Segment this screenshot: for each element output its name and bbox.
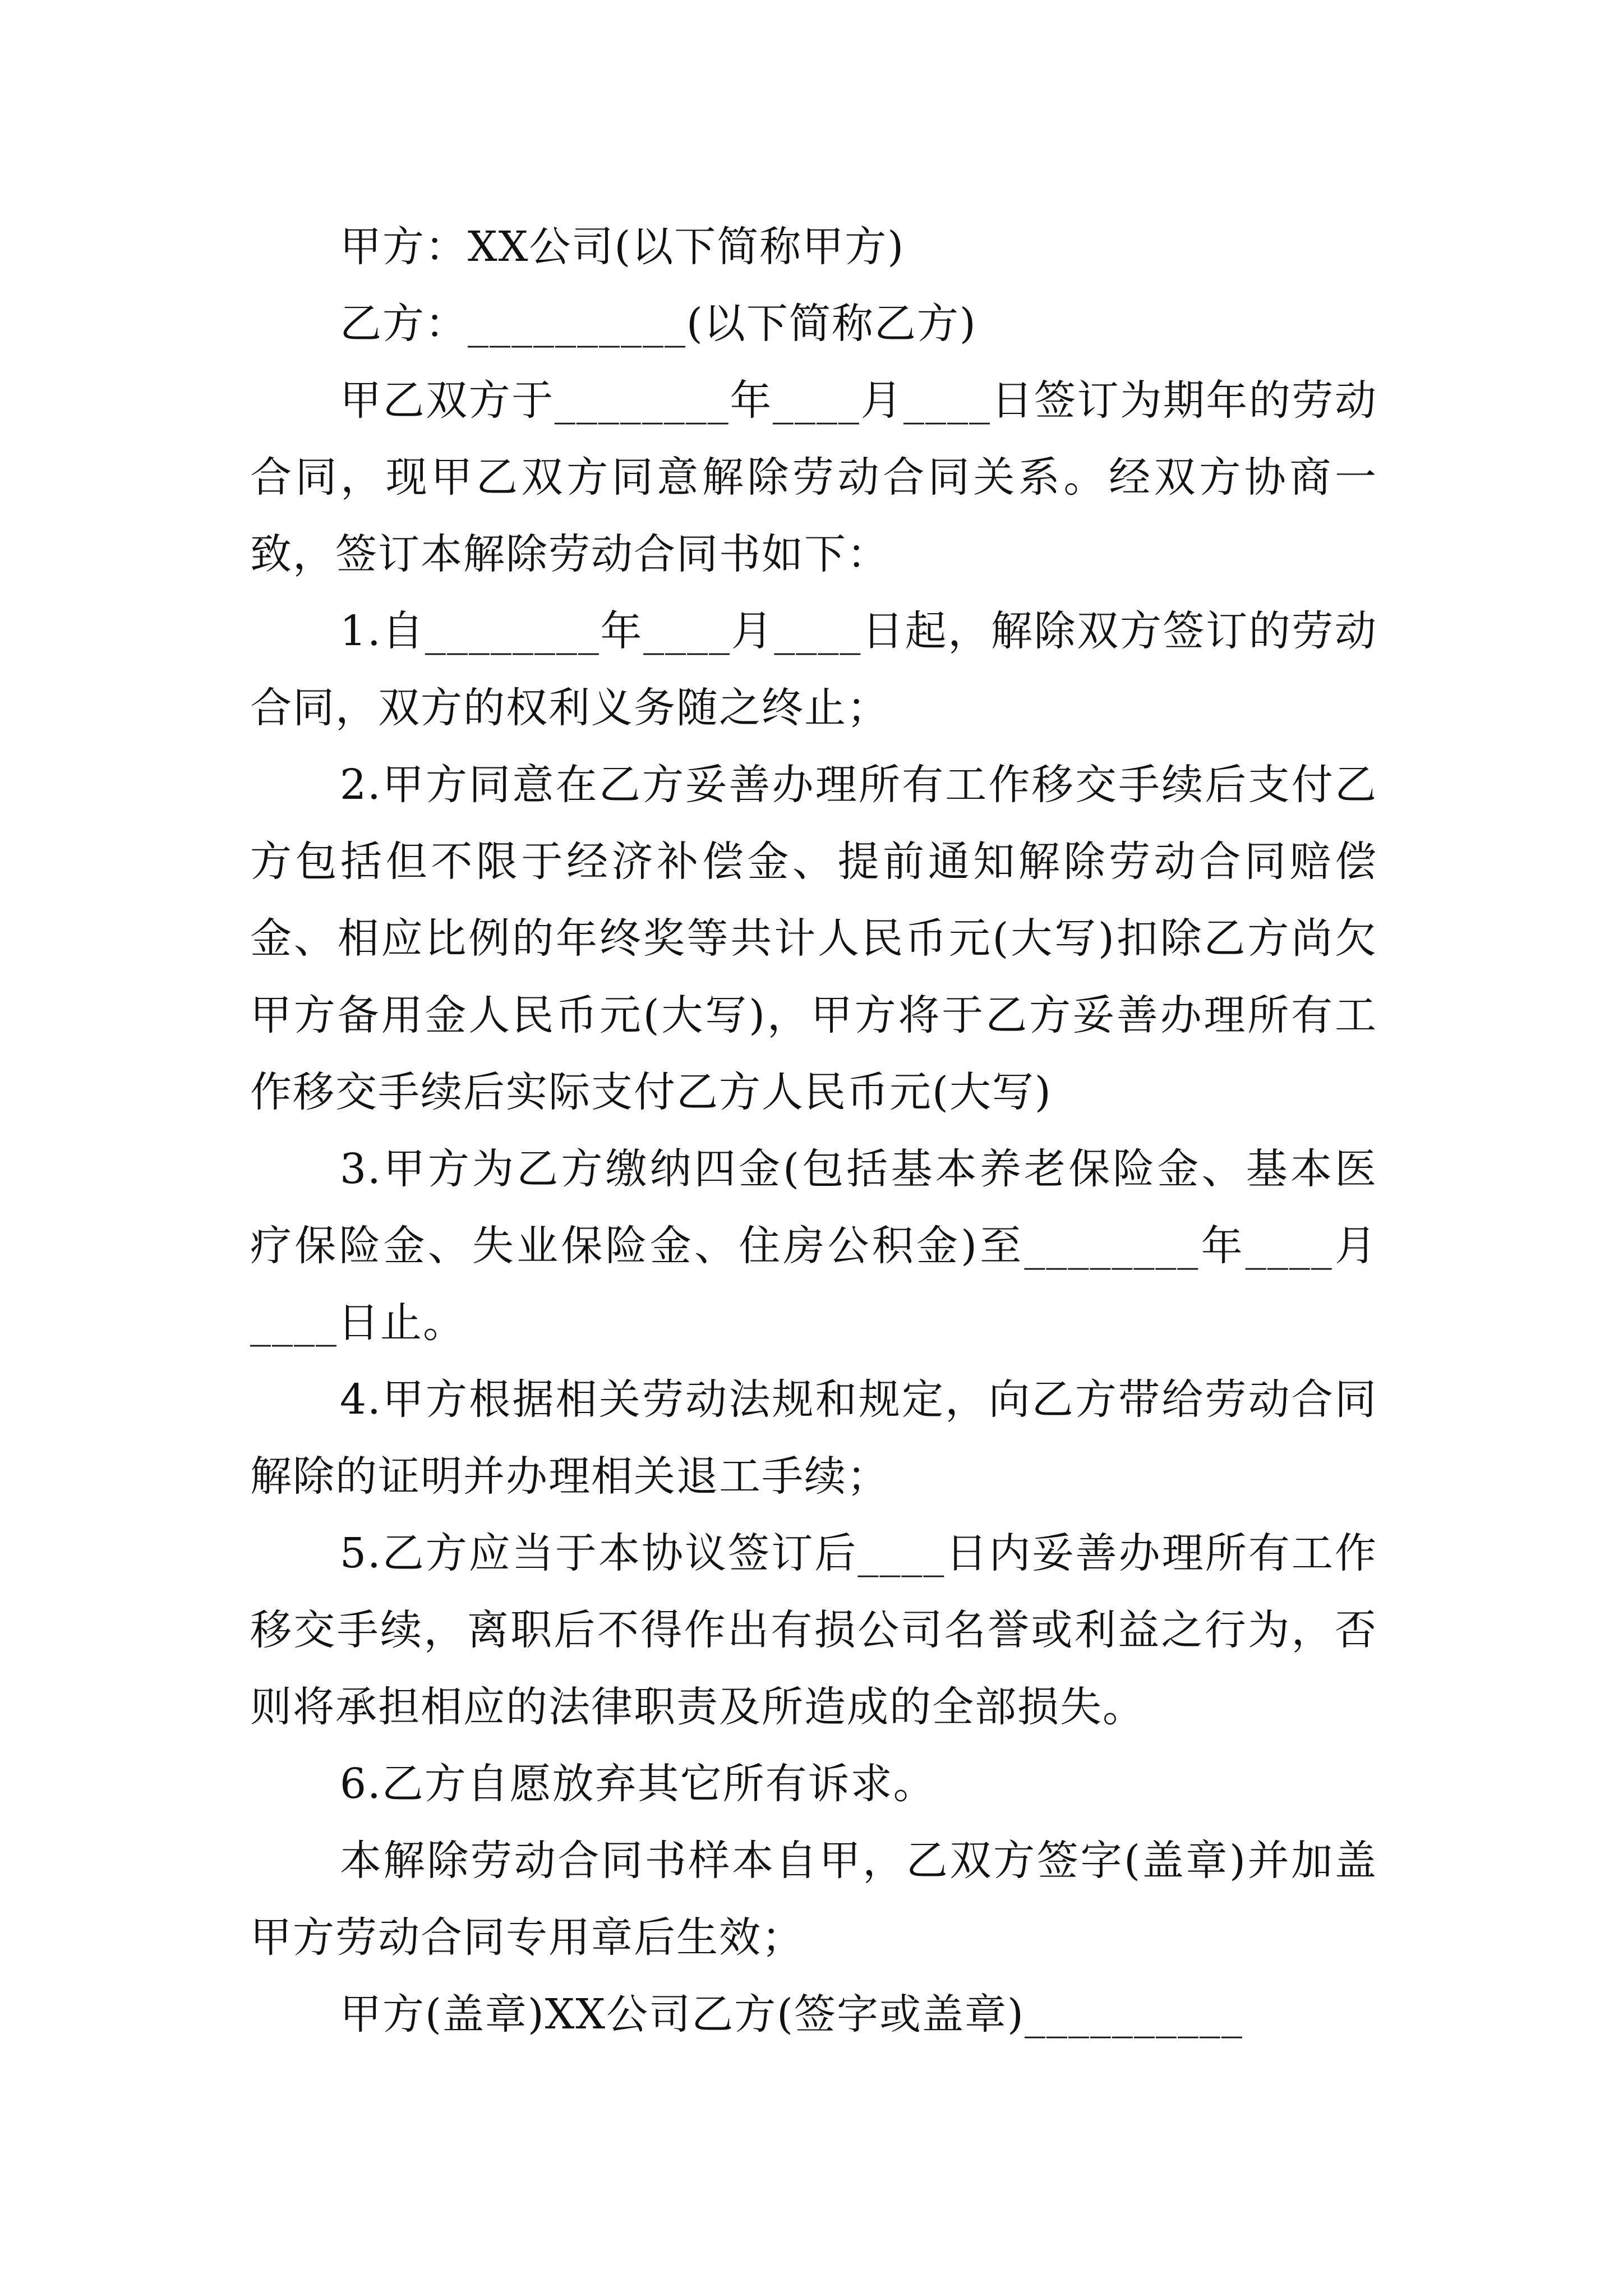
preamble-paragraph: 甲乙双方于________年____月____日签订为期年的劳动合同，现甲乙双方同意解除劳动合同关系。经双方协商一致，签订本解除劳动合同书如下： [250,376,1377,578]
clause-2: 2.甲方同意在乙方妥善办理所有工作移交手续后支付乙方包括但不限于经济补偿金、提前通知解除劳动合同赔偿金、相应比例的年终奖等共计人民币元(大写)扣除乙方尚欠甲方备用金人民币元(大写)，甲方将于乙方妥善办理所有工作移交手续后实际支付乙方人民币元(大写) [250,761,1377,1116]
clause-3: 3.甲方为乙方缴纳四金(包括基本养老保险金、基本医疗保险金、失业保险金、住房公积金)至________年____月____日止。 [250,1145,1377,1347]
signature-line: 甲方(盖章)XX公司乙方(签字或盖章)__________ [340,1990,1243,2039]
party-b-line: 乙方：__________(以下简称乙方) [340,300,977,348]
clause-1: 1.自________年____月____日起，解除双方签订的劳动合同，双方的权利义务随之终止； [250,607,1377,732]
clause-5: 5.乙方应当于本协议签订后____日内妥善办理所有工作移交手续，离职后不得作出有损公司名誉或利益之行为，否则将承担相应的法律职责及所造成的全部损失。 [250,1529,1377,1731]
document-body [250,209,1377,2053]
clause-4: 4.甲方根据相关劳动法规和规定，向乙方带给劳动合同解除的证明并办理相关退工手续； [250,1375,1377,1501]
effectiveness-paragraph: 本解除劳动合同书样本自甲，乙双方签字(盖章)并加盖甲方劳动合同专用章后生效； [250,1837,1377,1962]
party-a-line: 甲方：XX公司(以下简称甲方) [340,223,905,271]
clause-6: 6.乙方自愿放弃其它所有诉求。 [340,1760,936,1808]
